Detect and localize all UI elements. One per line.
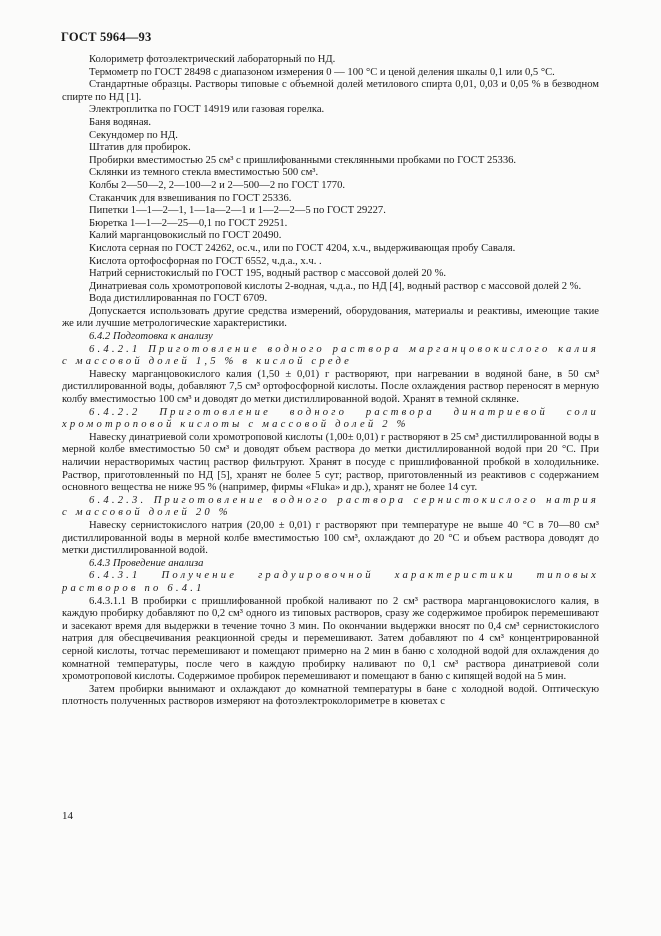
paragraph: Пипетки 1—1—2—1, 1—1а—2—1 и 1—2—2—5 по ГОСТ 29227. xyxy=(89,205,386,217)
paragraph: Натрий сернистокислый по ГОСТ 195, водный раствор с массовой долей 20 %. xyxy=(89,268,447,280)
paragraph: Затем пробирки вынимают и охлаждают до комнатной температуры в бане с холодной водой. Оптическую плотность полученных растворов измеряют на фотоэлектроколориметре в кюветах с xyxy=(62,683,599,708)
paragraph: Кислота серная по ГОСТ 24262, ос.ч., или по ГОСТ 4204, х.ч., выдерживающая пробу Саваля. xyxy=(89,242,516,254)
section-heading: 6.4.3 Проведение анализа xyxy=(89,557,204,569)
subsection-heading: 6.4.3.1 Получение градуировочной характеристики типовых растворов по 6.4.1 xyxy=(62,570,599,594)
paragraph: Штатив для пробирок. xyxy=(89,142,191,154)
paragraph: Вода дистиллированная по ГОСТ 6709. xyxy=(89,293,268,305)
paragraph: Навеску марганцовокислого калия (1,50 ± 0,01) г растворяют, при нагревании в водяной бане, в 50 см³ дистиллированной воды, добавляют 7,5 см³ ортофосфорной кислоты. После охлаждения раствор переносят в мерную колбу вместимостью 100 см³ и доводят до метки дистиллированной водой. Хранят в темной склянке. xyxy=(62,368,599,406)
paragraph: Бюретка 1—1—2—25—0,1 по ГОСТ 29251. xyxy=(89,217,288,229)
page-header: ГОСТ 5964—93 xyxy=(61,30,152,44)
section-heading: 6.4.2 Подготовка к анализу xyxy=(89,331,213,343)
paragraph: Термометр по ГОСТ 28498 с диапазоном измерения 0 — 100 °С и ценой деления шкалы 0,1 или 0,5 °С. xyxy=(89,66,555,78)
paragraph: Пробирки вместимостью 25 см³ с пришлифованными стеклянными пробками по ГОСТ 25336. xyxy=(89,154,517,166)
paragraph: Допускается использовать другие средства измерений, оборудования, материалы и реактивы, имеющие такие же или лучшие метрологические характеристики. xyxy=(62,305,599,330)
paragraph: Калий марганцовокислый по ГОСТ 20490. xyxy=(89,230,282,242)
paragraph: Стандартные образцы. Растворы типовые с объемной долей метилового спирта 0,01, 0,03 и 0,05 % в безводном спирте по НД [1]. xyxy=(62,79,599,103)
paragraph: Кислота ортофосфорная по ГОСТ 6552, ч.д.а., х.ч. . xyxy=(89,255,322,267)
page-number: 14 xyxy=(62,810,73,822)
paragraph: Колориметр фотоэлектрический лабораторный по НД. xyxy=(89,54,336,65)
paragraph: Электроплитка по ГОСТ 14919 или газовая горелка. xyxy=(89,104,325,116)
paragraph: Стаканчик для взвешивания по ГОСТ 25336. xyxy=(89,192,292,204)
paragraph: Навеску сернистокислого натрия (20,00 ± 0,01) г растворяют при температуре не выше 40 °С в 70—80 см³ дистиллированной воды в мерной колбе вместимостью 100 см³, охлаждают до 20 °С и объем раствора доводят до метки дистиллированной водой. xyxy=(62,519,599,557)
paragraph: Навеску динатриевой соли хромотроповой кислоты (1,00± 0,01) г растворяют в 25 см³ дистиллированной воды в мерной колбе вместимостью 50 см³ и доводят объем раствора до метки дистиллированной водой при 20 °С. При наличии нерастворимых частиц раствор фильтруют. Хранят в посуде с пришлифованной пробкой в холодильнике. Раствор, приготовленный по НД [5], хранят не более 5 сут; раствор, приготовленный из реактивов с содержанием основного вещества не ниже 95 % (например, фирмы «Fluka» и др.), хранят не более 14 сут. xyxy=(62,431,599,494)
paragraph: Колбы 2—50—2, 2—100—2 и 2—500—2 по ГОСТ 1770. xyxy=(89,179,346,191)
document-body xyxy=(62,54,599,709)
paragraph: Динатриевая соль хромотроповой кислоты 2-водная, ч.д.а., по НД [4], водный раствор с массовой долей 2 %. xyxy=(89,280,582,292)
subsection-heading: 6.4.2.1 Приготовление водного раствора марганцовокислого калия с массовой долей 1,5 % в кислой среде xyxy=(62,343,599,368)
paragraph: Склянки из темного стекла вместимостью 500 см³. xyxy=(89,167,319,179)
paragraph: Баня водяная. xyxy=(89,116,152,128)
paragraph: 6.4.3.1.1 В пробирки с пришлифованной пробкой наливают по 2 см³ раствора марганцовокислого калия, в каждую пробирку добавляют по 0,2 см³ одного из типовых растворов, сразу же содержимое пробирок перемешивают и засекают время для выдержки в течение точно 3 мин. По окончании выдержки вносят по 0,4 см³ сернистокислого натрия для обесцвечивания реакционной среды и перемешивают. Затем добавляют по 4 см³ концентрированной серной кислоты, тотчас перемешивают и помещают примерно на 2 мин в баню с холодной водой для охлаждения до комнатной температуры, после чего в каждую пробирку наливают по 0,1 см³ раствора динатриевой соли хромотроповой кислоты. Содержимое пробирок перемешивают и помещают в баню с кипящей водой на 5 мин. xyxy=(62,595,599,683)
subsection-heading: 6.4.2.3. Приготовление водного раствора сернистокислого натрия с массовой долей 20 % xyxy=(62,494,599,519)
subsection-heading: 6.4.2.2 Приготовление водного раствора динатриевой соли хромотроповой кислоты с массовой долей 2 % xyxy=(62,406,599,431)
paragraph: Секундомер по НД. xyxy=(89,129,178,141)
